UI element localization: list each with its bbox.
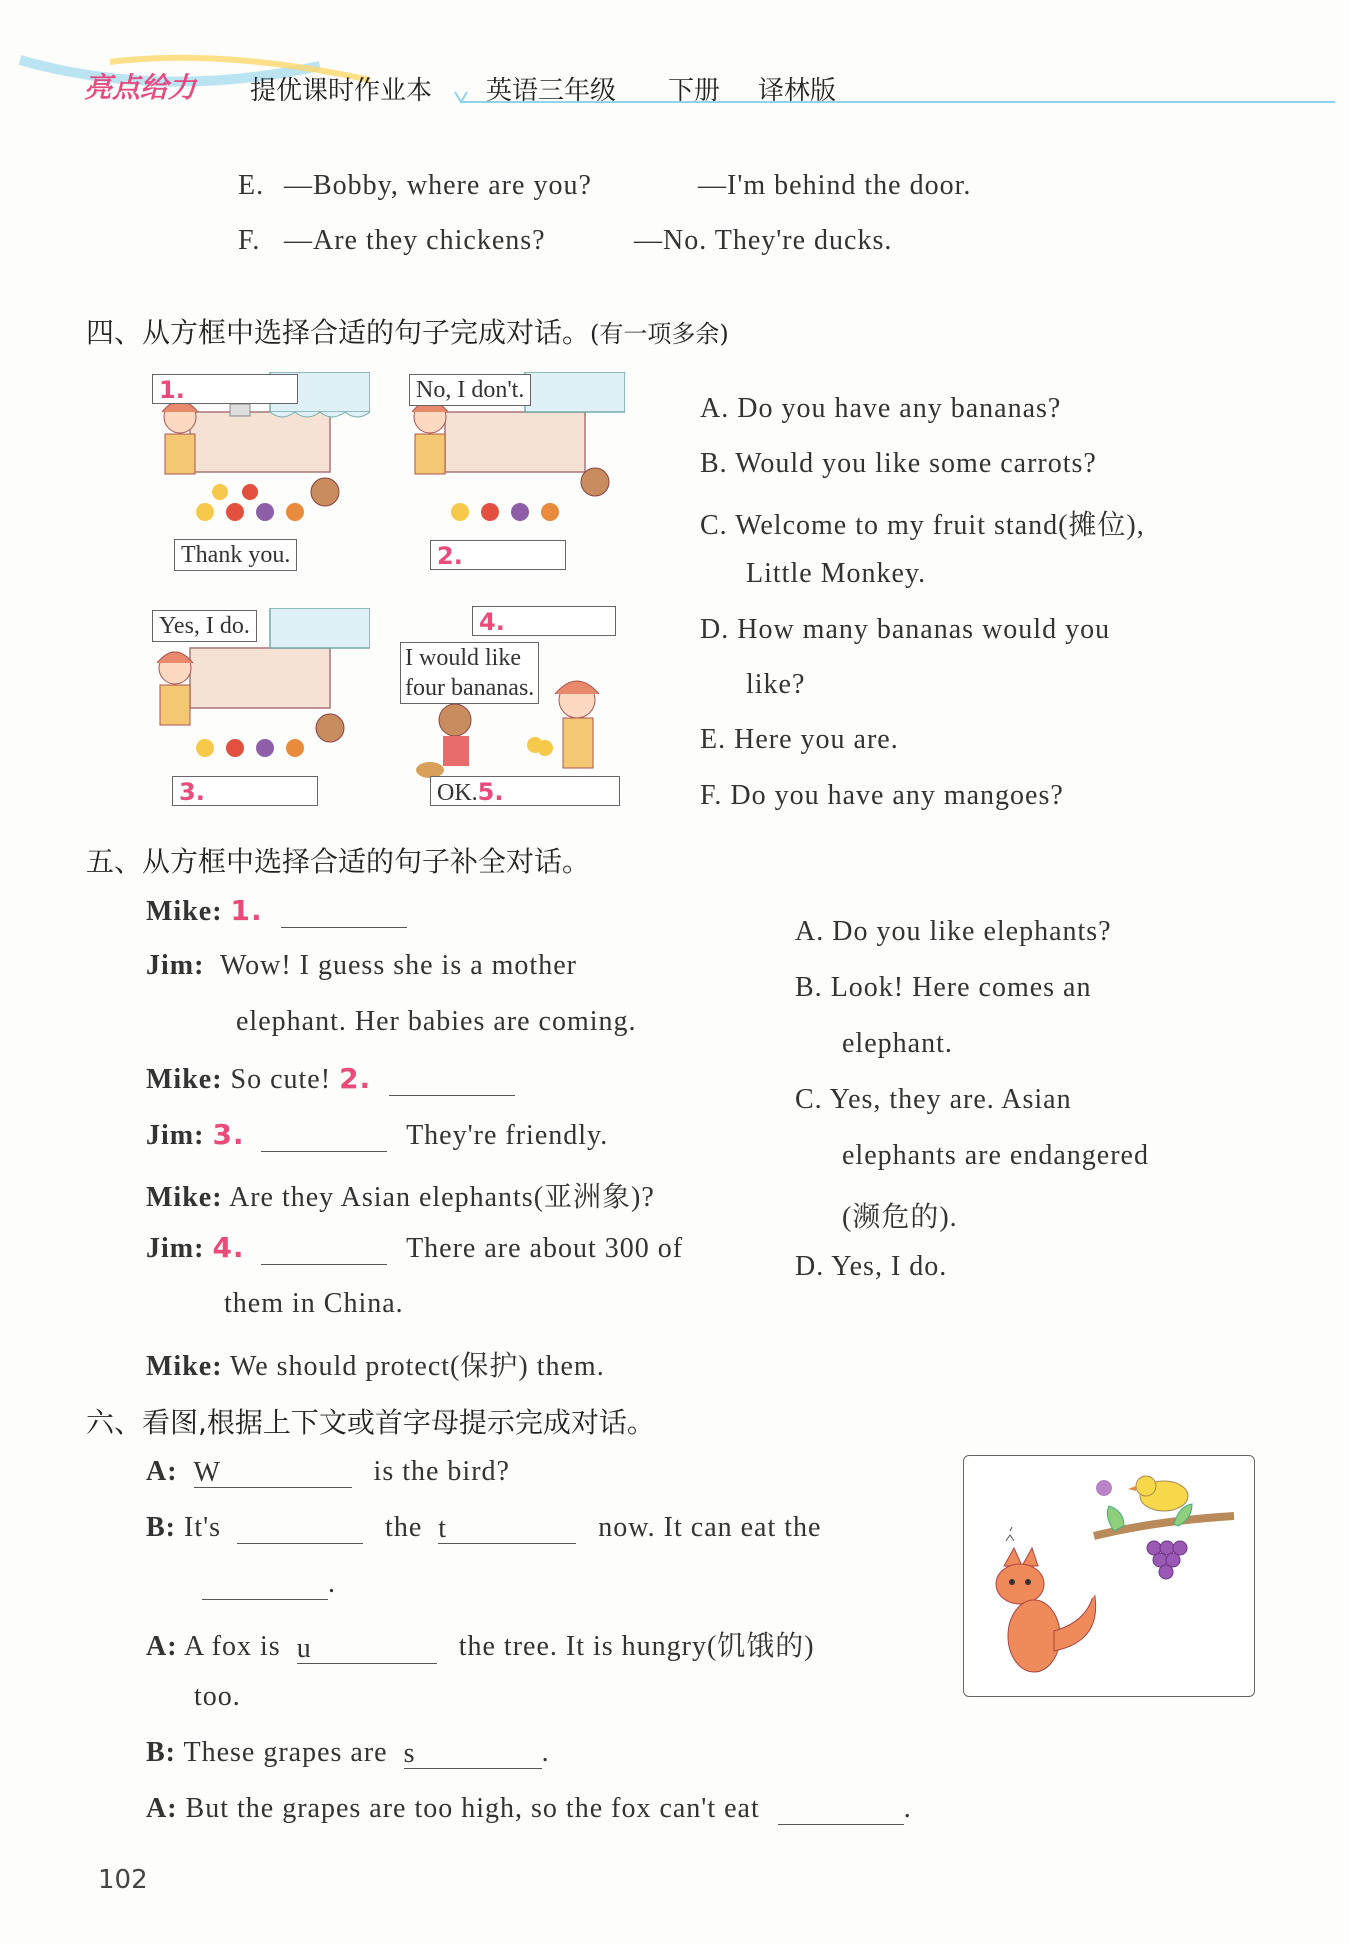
item-f-letter: F. — [238, 225, 261, 256]
s5-line2: Jim: Wow! I guess she is a mother — [146, 950, 577, 981]
s5-blank-3[interactable] — [261, 1121, 387, 1152]
fox-bird-grapes-illustration — [964, 1456, 1254, 1696]
s6-blank-t[interactable]: t — [438, 1513, 576, 1544]
item-f-answer: —No. They're ducks. — [634, 225, 893, 256]
panel4-bubble-line1: I would like — [405, 645, 521, 671]
s5-line3: Mike: So cute! 2. — [146, 1062, 515, 1096]
s4-option-c-cont: Little Monkey. — [746, 558, 927, 589]
s6-line2: B: It's the t now. It can eat the — [146, 1512, 822, 1544]
s5-line5: Mike: Are they Asian elephants(亚洲象)? — [146, 1182, 655, 1213]
s6-blank-6[interactable] — [778, 1794, 904, 1825]
s6-line4: A: A fox is u the tree. It is hungry(饥饿的) — [146, 1631, 815, 1664]
panel1-bubble: Thank you. — [174, 539, 297, 571]
item-e-question: —Bobby, where are you? — [284, 170, 592, 201]
s5-line1: Mike: 1. — [146, 894, 407, 928]
panel4-answer-blank[interactable]: 4. — [472, 606, 616, 636]
panel3-bubble: Yes, I do. — [152, 610, 257, 642]
s6-line3: . — [202, 1568, 336, 1600]
header-volume: 下册 — [668, 76, 721, 106]
item-e-answer: —I'm behind the door. — [698, 170, 972, 201]
panel1-answer-blank[interactable]: 1. — [152, 374, 298, 404]
panel4-bubble-line2: four bananas. — [405, 675, 535, 701]
s5-option-c-cont: elephants are endangered — [842, 1140, 1149, 1171]
s5-blank-1[interactable] — [281, 897, 407, 928]
section4-title: 四、从方框中选择合适的句子完成对话。(有一项多余) — [86, 316, 729, 349]
header-brand: 亮点给力 — [84, 71, 197, 104]
panel5-answer-blank[interactable]: OK.5. — [430, 776, 620, 806]
s5-line4: Jim: 3. They're friendly. — [146, 1118, 609, 1151]
s5-blank-2[interactable] — [389, 1065, 515, 1096]
s5-blank-4[interactable] — [261, 1234, 387, 1265]
s5-option-b: B. Look! Here comes an — [795, 972, 1092, 1003]
item-e-letter: E. — [238, 170, 265, 201]
s5-option-b-cont: elephant. — [842, 1028, 953, 1059]
s4-option-f: F. Do you have any mangoes? — [700, 780, 1064, 811]
s5-option-a: A. Do you like elephants? — [795, 916, 1112, 947]
header-edition: 译林版 — [758, 76, 837, 106]
panel2-answer-blank[interactable]: 2. — [430, 540, 566, 570]
section5-title: 五、从方框中选择合适的句子补全对话。 — [86, 845, 591, 878]
s6-blank-w[interactable]: W — [194, 1457, 352, 1488]
header-subject: 英语三年级 — [486, 76, 617, 106]
s5-line6-cont: them in China. — [224, 1288, 404, 1319]
s6-blank-s[interactable]: s — [404, 1738, 542, 1769]
s5-option-c-cont2: (濒危的). — [842, 1202, 958, 1233]
fox-bird-picture-frame — [963, 1455, 1255, 1697]
s4-option-b: B. Would you like some carrots? — [700, 448, 1097, 479]
s6-blank-u[interactable]: u — [297, 1633, 437, 1664]
s4-option-c: C. Welcome to my fruit stand(摊位), — [700, 510, 1145, 541]
panel3-answer-blank[interactable]: 3. — [172, 776, 318, 806]
s4-option-e: E. Here you are. — [700, 724, 899, 755]
panel4-bubble — [400, 642, 539, 704]
s4-option-d: D. How many bananas would you — [700, 614, 1111, 645]
s4-option-d-cont: like? — [746, 669, 806, 700]
s5-line6: Jim: 4. There are about 300 of — [146, 1231, 684, 1264]
s5-line7: Mike: We should protect(保护) them. — [146, 1351, 605, 1382]
s6-blank-2[interactable] — [237, 1513, 363, 1544]
s6-blank-3[interactable] — [202, 1569, 328, 1600]
header-book: 提优课时作业本 — [250, 76, 433, 106]
panel2-bubble: No, I don't. — [409, 374, 531, 406]
s6-line4-cont: too. — [194, 1681, 241, 1712]
s6-line5: B: These grapes are s . — [146, 1737, 550, 1769]
item-f-question: —Are they chickens? — [284, 225, 546, 256]
s6-line1: A: W is the bird? — [146, 1456, 510, 1488]
s5-line2-cont: elephant. Her babies are coming. — [236, 1006, 637, 1037]
s4-option-a: A. Do you have any bananas? — [700, 393, 1062, 424]
page-number: 102 — [98, 1865, 148, 1895]
s6-line6: A: But the grapes are too high, so the fox can't eat . — [146, 1793, 912, 1824]
s5-option-d: D. Yes, I do. — [795, 1251, 948, 1282]
section6-title: 六、看图,根据上下文或首字母提示完成对话。 — [86, 1406, 655, 1439]
s5-option-c: C. Yes, they are. Asian — [795, 1084, 1072, 1115]
